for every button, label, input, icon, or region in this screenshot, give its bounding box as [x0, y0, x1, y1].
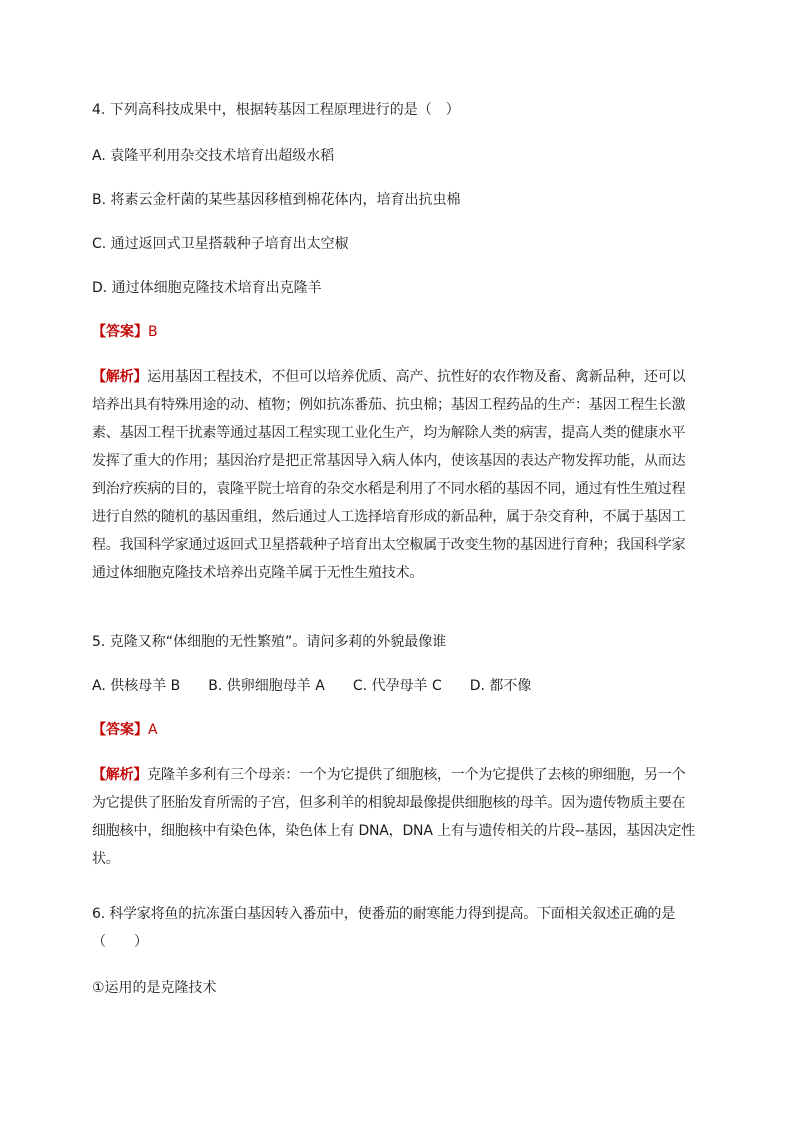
- answer-tag: 【答案】: [92, 722, 148, 738]
- question-5-analysis: [92, 761, 704, 873]
- analysis-line: 程。我国科学家通过返回式卫星搭载种子培育出太空椒属于改变生物的基因进行育种；我国科学家: [92, 537, 686, 553]
- question-5-options: A. 供核母羊 B B. 供卵细胞母羊 A C. 代孕母羊 C D. 都不像: [92, 678, 532, 694]
- question-4-option-a: A. 袁隆平利用杂交技术培育出超级水稻: [92, 148, 335, 164]
- analysis-line: 到治疗疾病的目的，袁隆平院士培育的杂交水稻是利用了不同水稻的基因不同，通过有性生殖过程: [92, 481, 686, 497]
- answer-value: B: [148, 324, 158, 340]
- answer-value: A: [148, 722, 158, 738]
- question-4-answer: [92, 322, 158, 342]
- analysis-tag: 【解析】: [92, 767, 148, 783]
- analysis-line: 培养出具有特殊用途的动、植物；例如抗冻番茄、抗虫棉；基因工程药品的生产：基因工程生长激: [92, 397, 686, 413]
- analysis-tag: 【解析】: [92, 369, 148, 385]
- answer-tag: 【答案】: [92, 324, 148, 340]
- question-4-analysis: [92, 363, 704, 587]
- question-5-stem: 5. 克隆又称“体细胞的无性繁殖”。请问多莉的外貌最像谁: [92, 634, 447, 650]
- question-4-option-d: D. 通过体细胞克隆技术培育出克隆羊: [92, 280, 322, 296]
- question-4-stem: 4. 下列高科技成果中，根据转基因工程原理进行的是（ ）: [92, 102, 460, 118]
- question-4-option-c: C. 通过返回式卫星搭载种子培育出太空椒: [92, 236, 349, 252]
- analysis-line: 状。: [92, 851, 120, 867]
- analysis-line: 通过体细胞克隆技术培养出克隆羊属于无性生殖技术。: [92, 565, 424, 581]
- analysis-line: 克隆羊多利有三个母亲：一个为它提供了细胞核，一个为它提供了去核的卵细胞，另一个: [147, 767, 686, 783]
- question-6-stem-continued: （ ）: [92, 934, 148, 950]
- question-5-answer: [92, 720, 158, 740]
- analysis-line: 发挥了重大的作用；基因治疗是把正常基因导入病人体内，使该基因的表达产物发挥功能，从而达: [92, 453, 686, 469]
- analysis-line: 细胞核中，细胞核中有染色体，染色体上有 DNA，DNA 上有与遗传相关的片段--基因，基因决定性: [92, 823, 696, 839]
- question-4-option-b: B. 将素云金杆菌的某些基因移植到棉花体内，培育出抗虫棉: [92, 192, 461, 208]
- analysis-line: 运用基因工程技术，不但可以培养优质、高产、抗性好的农作物及畜、禽新品种，还可以: [147, 369, 686, 385]
- analysis-line: 进行自然的随机的基因重组，然后通过人工选择培育形成的新品种，属于杂交育种，不属于基因工: [92, 509, 686, 525]
- analysis-line: 为它提供了胚胎发育所需的子宫，但多利羊的相貌却最像提供细胞核的母羊。因为遗传物质主要在: [92, 795, 686, 811]
- question-6-stem: 6. 科学家将鱼的抗冻蛋白基因转入番茄中，使番茄的耐寒能力得到提高。下面相关叙述正确的是: [92, 906, 676, 922]
- question-6-item-1: ①运用的是克隆技术: [92, 980, 217, 996]
- analysis-line: 素、基因工程干扰素等通过基因工程实现工业化生产，均为解除人类的病害，提高人类的健康水平: [92, 425, 686, 441]
